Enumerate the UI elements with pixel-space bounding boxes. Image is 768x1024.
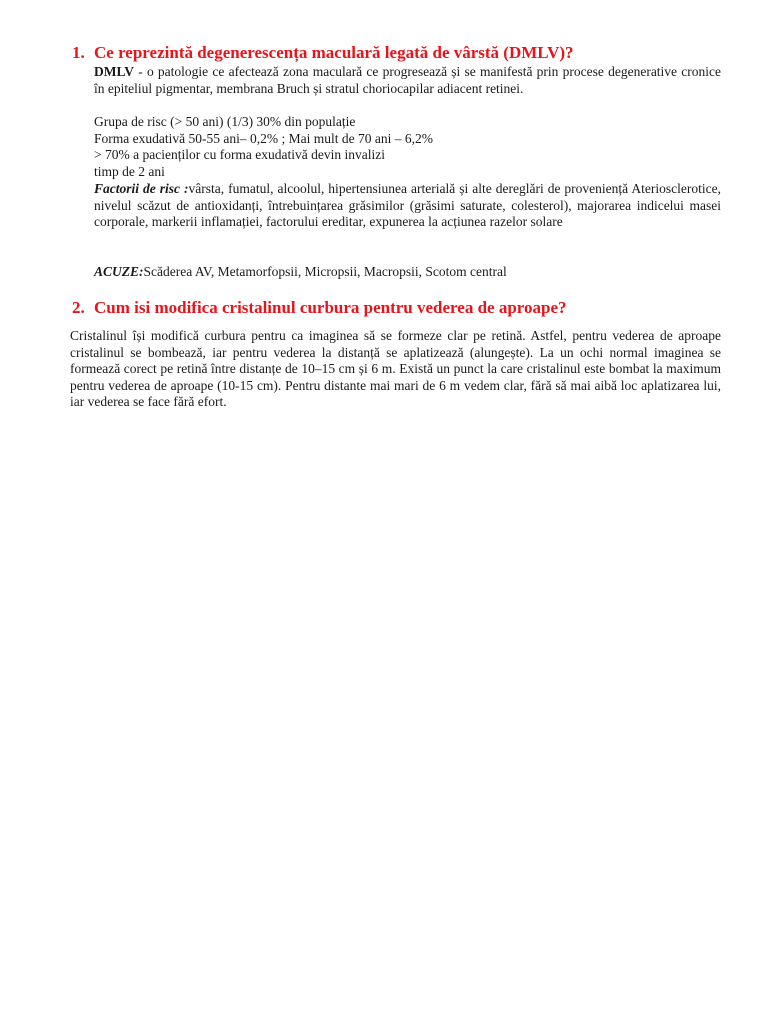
risk-factors-text: vârsta, fumatul, alcoolul, hipertensiunea arterială și alte dereglări de proveniență Aterioscleroticе, nivelul scăzut de antioxidanți, întrebuințarea grăsimilor (grăsimi saturate, colesterol), majorarea indicelui masei corporale, markerii inflamației, factorului ereditar, expunerea la acțiunea razelor solare [94,181,721,230]
dmlv-term: DMLV [94,64,135,79]
risk-factors-paragraph [94,181,721,231]
complaints-label: ACUZE: [94,264,144,279]
section-2-heading [72,298,732,318]
section-2-title: Cum isi modifica cristalinul curbura pentru vederea de aproape? [94,298,567,317]
dmlv-definition: - o patologie ce afectează zona maculară ce progresează și se manifestă prin procese degenerative cronice în epiteliul pigmentar, membrana Bruch și stratul choriocapilar adiacent retinei. [94,64,721,96]
section-1-title: Ce reprezintă degenerescența maculară legată de vârstă (DMLV)? [94,43,574,62]
complaints-text: Scăderea AV, Metamorfopsii, Micropsii, Macropsii, Scotom central [143,264,507,279]
section-2-body: Cristalinul își modifică curbura pentru ca imaginea să se formeze clar pe retină. Astfel, pentru vederea de aproape cristalinul se bombează, iar pentru vederea la distanță se aplatizează (alungește). La un ochi normal imaginea se formează corect pe retină între distanțe de 10–15 cm și 6 m. Există un punct la care cristalinul este bombat la maximum pentru vederea de aproape (10-15 cm). Pentru distante mai mari de 6 m vedem clar, fără să mai aibă loc aplatizarea lui, iar vederea se face fără efort. [70,328,721,410]
section-1-heading [72,43,732,63]
fact-line: Forma exudativă 50-55 ani– 0,2% ; Mai mult de 70 ani – 6,2% [94,130,433,146]
section-1-facts [94,114,721,180]
risk-factors-label: Factorii de risc : [94,181,189,196]
fact-line: timp de 2 ani [94,163,165,179]
section-2-number: 2. [72,298,85,317]
complaints-line [94,264,721,281]
section-1-intro [94,64,721,97]
fact-line: Grupa de risc (> 50 ani) (1/3) 30% din populație [94,114,356,129]
fact-line: > 70% a pacienților cu forma exudativă devin invalizi [94,147,386,163]
section-1-number: 1. [72,43,85,62]
